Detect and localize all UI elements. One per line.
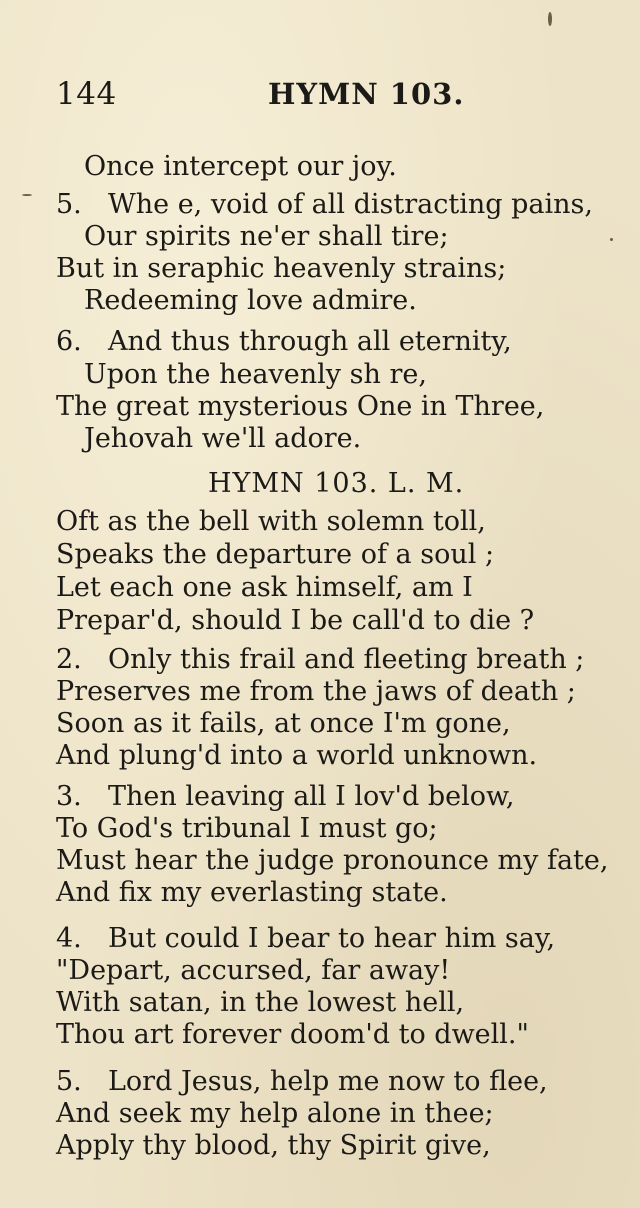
verse-text: Lord Jesus, help me now to flee, <box>108 1066 548 1097</box>
verse-line: Soon as it fails, at once I'm gone, <box>56 708 511 739</box>
verse-line <box>56 923 555 955</box>
verse-line: "Depart, accursed, far away! <box>56 955 451 986</box>
verse-text: But could I bear to hear him say, <box>108 923 556 954</box>
stanza-number: 5. <box>56 1066 82 1097</box>
verse-line: Let each one ask himself, am I <box>56 572 473 603</box>
verse-line: Speaks the departure of a soul ; <box>56 539 495 570</box>
ink-speck <box>548 12 552 26</box>
ink-speck <box>22 194 32 196</box>
verse-text: Only this frail and fleeting breath ; <box>108 644 585 675</box>
verse-line: But in seraphic heavenly strains; <box>56 253 507 284</box>
verse-line: Our spirits ne'er shall tire; <box>84 221 449 252</box>
verse-line: Must hear the judge pronounce my fate, <box>56 845 609 876</box>
stanza-number: 4. <box>56 923 82 954</box>
page-number: 144 <box>56 76 117 112</box>
verse-line: Oft as the bell with solemn toll, <box>56 506 486 537</box>
verse-line <box>56 326 512 358</box>
stanza-number: 2. <box>56 644 82 675</box>
verse-line: And seek my help alone in thee; <box>56 1098 494 1129</box>
verse-line: Apply thy blood, thy Spirit give, <box>56 1130 491 1161</box>
stanza-number: 6. <box>56 326 82 357</box>
verse-line: Upon the heavenly sh re, <box>84 359 427 390</box>
verse-line: To God's tribunal I must go; <box>56 813 438 844</box>
stanza-number: 5. <box>56 189 82 220</box>
verse-line: Thou art forever doom'd to dwell." <box>56 1019 529 1050</box>
verse-text: Then leaving all I lov'd below, <box>108 781 515 812</box>
ink-speck <box>610 238 613 241</box>
verse-line: And plung'd into a world unknown. <box>56 740 538 771</box>
stanza-number: 3. <box>56 781 82 812</box>
verse-line <box>56 644 584 676</box>
hymn-title: HYMN 103. L. M. <box>208 468 465 499</box>
verse-line: And fix my everlasting state. <box>56 877 448 908</box>
verse-line: Once intercept our joy. <box>84 151 397 182</box>
verse-line: The great mysterious One in Three, <box>56 391 545 422</box>
verse-line <box>56 1066 548 1098</box>
verse-text: Whe e, void of all distracting pains, <box>108 189 593 220</box>
verse-line <box>56 189 593 221</box>
running-head: HYMN 103. <box>268 77 465 111</box>
verse-line <box>56 781 514 813</box>
verse-line: Preserves me from the jaws of death ; <box>56 676 576 707</box>
verse-text: And thus through all eternity, <box>108 326 512 357</box>
verse-line: With satan, in the lowest hell, <box>56 987 465 1018</box>
verse-line: Jehovah we'll adore. <box>84 423 362 454</box>
verse-line: Redeeming love admire. <box>84 285 417 316</box>
verse-line: Prepar'd, should I be call'd to die ? <box>56 605 535 636</box>
